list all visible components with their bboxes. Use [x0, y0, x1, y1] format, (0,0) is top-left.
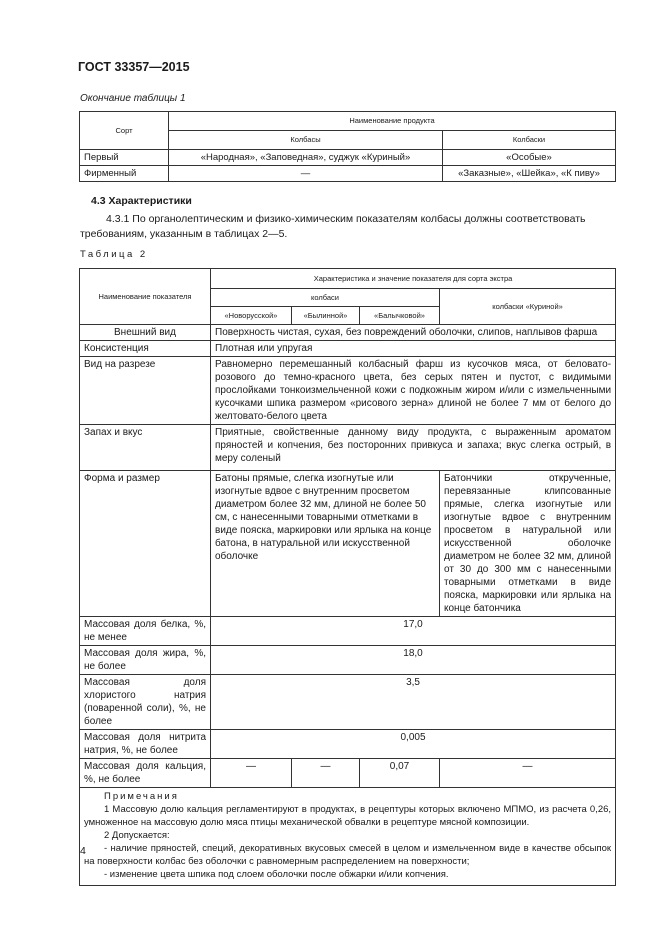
t2-fat-value: 18,0 — [211, 646, 616, 675]
t1-head-product: Наименование продукта — [169, 112, 616, 131]
t2-taste-value: Приятные, свойственные данному виду продукта, с выраженным ароматом пряностей и копчения, без посторонних привкуса и запаха; вкус слегка острый, в меру соленый — [211, 425, 616, 471]
table-row — [80, 150, 616, 166]
t2-appearance-value: Поверхность чистая, сухая, без повреждений оболочки, слипов, наплывов фарша — [211, 325, 616, 341]
table-row — [80, 325, 616, 341]
t2-calcium-name: Массовая доля кальция, %, не более — [80, 759, 211, 788]
t2-nitrite-name: Массовая доля нитрита натрия, %, не более — [80, 730, 211, 759]
note-2b: - изменение цвета шпика под слоем оболочки после обжарки и/или копчения. — [104, 869, 449, 880]
t2-shape-kolbasy: Батоны прямые, слегка изогнутые или изогнутые вдвое с внутренним просветом диаметром более 32 мм, длиной не более 50 см, с нанесенными товарными отметками в виде пояска, маркировки или ярлыка на конце батона, в натуральной или искусственной оболочке — [211, 471, 440, 617]
note-2: 2 Допускается: — [104, 830, 170, 841]
t2-protein-name: Массовая доля белка, %, не менее — [80, 617, 211, 646]
table-row — [80, 357, 616, 425]
t1-kolbasy: — — [169, 166, 443, 182]
t2-head-name: Наименование показателя — [80, 269, 211, 325]
t2-salt-name: Массовая доля хлористого натрия (поваренной соли), %, не более — [80, 675, 211, 730]
t2-nitrite-value: 0,005 — [211, 730, 616, 759]
table-row — [80, 788, 616, 886]
t2-head-kolbasy: колбаси — [211, 289, 440, 307]
t2-consistency-value: Плотная или упругая — [211, 341, 616, 357]
notes-title: Примечания — [104, 791, 179, 802]
table1-caption: Окончание таблицы 1 — [80, 93, 186, 104]
table2-caption: Таблица 2 — [80, 249, 148, 260]
note-1: 1 Массовую долю кальция регламентируют в продуктах, в рецептуры которых включено МПМО, из расчета 0,26, умноженное на массовую долю мяса птицы механической обвалки в рецептуре мясной композиции. — [84, 804, 612, 828]
table-row — [80, 341, 616, 357]
table-row — [80, 646, 616, 675]
section-paragraph: 4.3.1 По органолептическим и физико-химическим показателям колбасы должны соответствовать требованиям, указанным в таблицах 2—5. — [80, 213, 586, 240]
table-row — [80, 730, 616, 759]
table-row — [80, 617, 616, 646]
t2-sub-3: «Балычковой» — [360, 307, 440, 325]
t2-notes — [80, 788, 616, 886]
table-row — [80, 759, 616, 788]
t1-sort: Первый — [80, 150, 169, 166]
table-row — [80, 425, 616, 471]
page-number: 4 — [80, 845, 86, 857]
t1-head-sort: Сорт — [80, 112, 169, 150]
t2-head-char: Характеристика и значение показателя для сорта экстра — [211, 269, 616, 289]
t2-consistency-name: Консистенция — [80, 341, 211, 357]
t2-calcium-v4: — — [440, 759, 616, 788]
t2-cut-value: Равномерно перемешанный колбасный фарш из кусочков мяса, от беловато-розового до темно-красного цвета, без серых пятен и пустот, с видимыми прослойками тонкоизмельченной кожи с подкожным жиром и/или с измельченными кусочками шпика размером «рисового зерна» длиной не более 7 мм от белого до желтовато-белого цвета — [211, 357, 616, 425]
t2-salt-value: 3,5 — [211, 675, 616, 730]
t2-taste-name: Запах и вкус — [80, 425, 211, 471]
t2-protein-value: 17,0 — [211, 617, 616, 646]
table-row — [80, 675, 616, 730]
t2-appearance-name: Внешний вид — [80, 325, 211, 341]
t1-head-kolbasy: Колбасы — [169, 131, 443, 150]
table-1 — [79, 111, 616, 182]
table-row — [80, 166, 616, 182]
t2-shape-kolbaski: Батончики открученные, перевязанные клипсованные прямые, слегка изогнутые или изогнутые вдвое с внутренним просветом в натуральной или искусственной оболочке диаметром не более 32 мм, длиной от 30 до 300 мм с нанесенными товарными отметками в виде пояска, маркировки или ярлыка на конце батончика — [440, 471, 616, 617]
t1-kolbaski: «Заказные», «Шейка», «К пиву» — [443, 166, 616, 182]
t2-calcium-v3: 0,07 — [360, 759, 440, 788]
document-header: ГОСТ 33357—2015 — [78, 60, 190, 74]
table-2 — [79, 268, 616, 886]
t2-shape-name: Форма и размер — [80, 471, 211, 617]
t2-sub-1: «Новорусской» — [211, 307, 292, 325]
t1-head-kolbaski: Колбаски — [443, 131, 616, 150]
t1-kolbasy: «Народная», «Заповедная», суджук «Куриный» — [169, 150, 443, 166]
t2-sub-2: «Былинной» — [292, 307, 360, 325]
t1-sort: Фирменный — [80, 166, 169, 182]
t2-cut-name: Вид на разрезе — [80, 357, 211, 425]
t2-calcium-v1: — — [211, 759, 292, 788]
t2-head-kolbaski: колбаски «Куриной» — [440, 289, 616, 325]
t2-calcium-v2: — — [292, 759, 360, 788]
section-title: 4.3 Характеристики — [91, 195, 192, 207]
t2-fat-name: Массовая доля жира, %, не более — [80, 646, 211, 675]
note-2a: - наличие пряностей, специй, декоративных вкусовых смесей в целом и измельченном виде в качестве обсыпок на поверхности колбас без оболочки с равномерным распределением на поверхности; — [84, 843, 612, 867]
table-row — [80, 471, 616, 617]
t1-kolbaski: «Особые» — [443, 150, 616, 166]
